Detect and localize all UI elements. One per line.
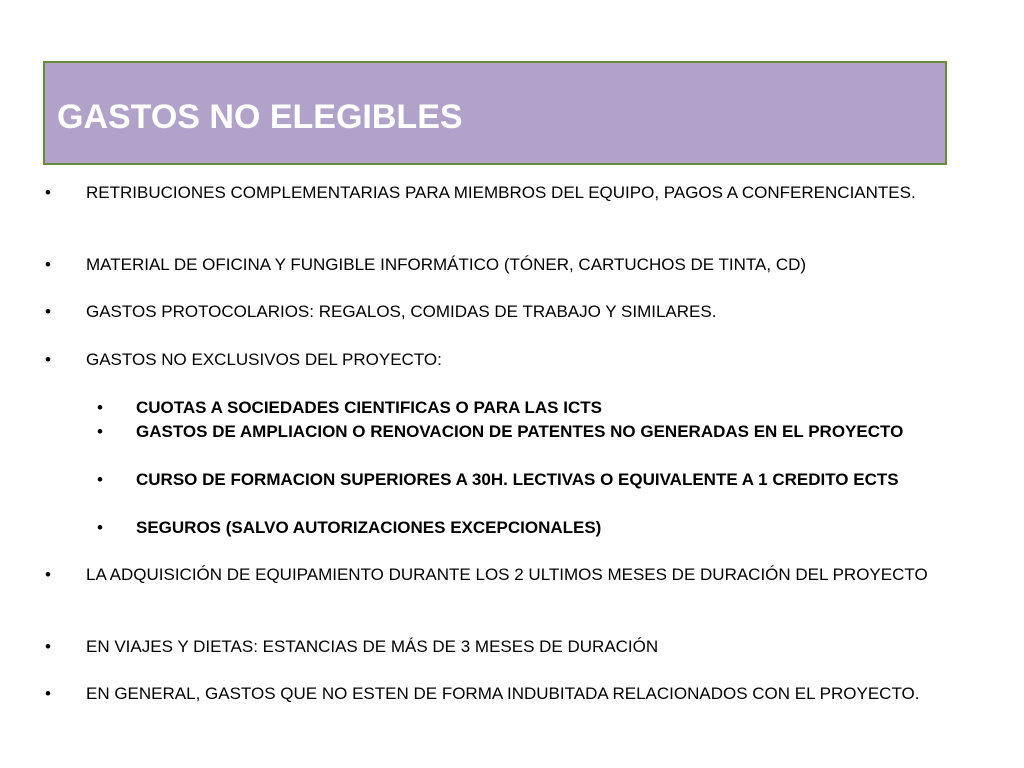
sub-bullet-icon: • xyxy=(97,398,103,417)
bullet-icon: • xyxy=(45,350,51,369)
slide-title: GASTOS NO ELEGIBLES xyxy=(57,98,463,136)
sub-list-item: SEGUROS (SALVO AUTORIZACIONES EXCEPCIONALES) xyxy=(136,518,602,537)
sub-list-item: GASTOS DE AMPLIACION O RENOVACION DE PATENTES NO GENERADAS EN EL PROYECTO xyxy=(136,422,904,441)
bullet-icon: • xyxy=(45,302,51,321)
bullet-icon: • xyxy=(45,183,51,202)
list-item: GASTOS NO EXCLUSIVOS DEL PROYECTO: xyxy=(86,350,442,369)
list-item: LA ADQUISICIÓN DE EQUIPAMIENTO DURANTE LOS 2 ULTIMOS MESES DE DURACIÓN DEL PROYECTO xyxy=(86,565,928,584)
bullet-icon: • xyxy=(45,637,51,656)
bullet-icon: • xyxy=(45,565,51,584)
list-item: GASTOS PROTOCOLARIOS: REGALOS, COMIDAS DE TRABAJO Y SIMILARES. xyxy=(86,302,717,321)
sub-bullet-icon: • xyxy=(97,470,103,489)
sub-list-item: CUOTAS A SOCIEDADES CIENTIFICAS O PARA LAS ICTS xyxy=(136,398,602,417)
sub-bullet-icon: • xyxy=(97,422,103,441)
list-item: EN VIAJES Y DIETAS: ESTANCIAS DE MÁS DE 3 MESES DE DURACIÓN xyxy=(86,637,659,656)
list-item: EN GENERAL, GASTOS QUE NO ESTEN DE FORMA INDUBITADA RELACIONADOS CON EL PROYECTO. xyxy=(86,684,920,703)
list-item: MATERIAL DE OFICINA Y FUNGIBLE INFORMÁTICO (TÓNER, CARTUCHOS DE TINTA, CD) xyxy=(86,255,807,274)
sub-list-item: CURSO DE FORMACION SUPERIORES A 30H. LECTIVAS O EQUIVALENTE A 1 CREDITO ECTS xyxy=(136,470,899,489)
list-item: RETRIBUCIONES COMPLEMENTARIAS PARA MIEMBROS DEL EQUIPO, PAGOS A CONFERENCIANTES. xyxy=(86,183,916,202)
bullet-icon: • xyxy=(45,684,51,703)
bullet-icon: • xyxy=(45,255,51,274)
sub-bullet-icon: • xyxy=(97,518,103,537)
